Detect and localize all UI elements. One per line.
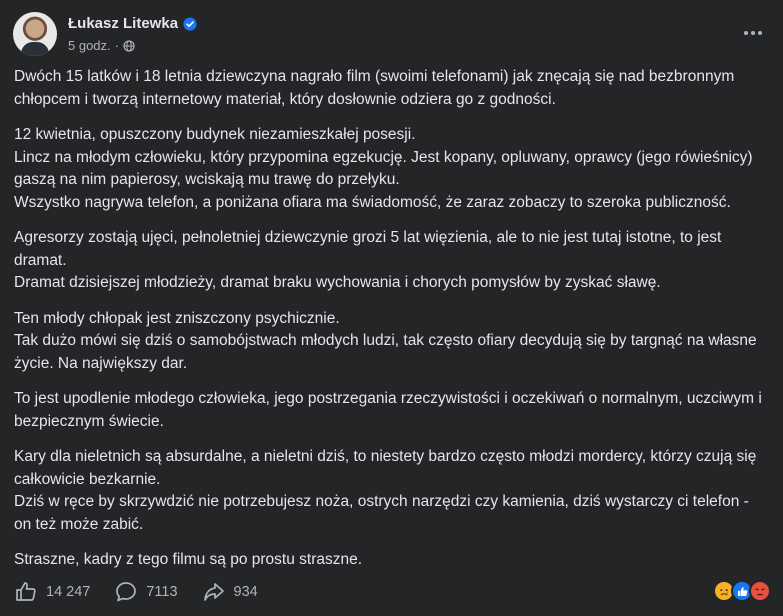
meta-separator: · <box>114 38 119 53</box>
post-paragraph: Dwóch 15 latków i 18 letnia dziewczyna nagrało film (swoimi telefonami) jak znęcają się nad bezbronnym chłopcem i tworzą internetowy materiał, który dosłownie odziera go z godności. <box>14 68 735 108</box>
more-dot <box>744 31 748 35</box>
more-dot <box>751 31 755 35</box>
post-body <box>14 66 769 585</box>
author-row <box>68 15 197 32</box>
more-dot <box>758 31 762 35</box>
post-meta <box>68 38 135 53</box>
post-paragraph: To jest upodlenie młodego człowieka, jego postrzegania rzeczywistości i oczekiwań o normalnym, uczciwym i bezpiecznym świecie. <box>14 390 762 430</box>
like-count: 14 247 <box>46 584 91 600</box>
angry-reaction-icon <box>749 580 771 602</box>
globe-icon <box>123 40 135 52</box>
post-paragraph: Ten młody chłopak jest zniszczony psychicznie. Tak dużo mówi się dziś o samobójstwach młodych ludzi, tak często ofiary decydują się by targnąć na własne życie. Na największy dar. <box>14 309 757 372</box>
post-paragraph: Straszne, kadry z tego filmu są po prostu straszne. <box>14 551 363 568</box>
angry-face-icon <box>751 582 769 600</box>
thumb-icon <box>736 585 749 598</box>
post-paragraph: Agresorzy zostają ujęci, pełnoletniej dziewczynie grozi 5 lat więzienia, ale to nie jest tutaj istotne, to jest dramat. Dramat dzisiejszej młodzieży, dramat braku wychowania i chorych pomysłów by zyskać sławę. <box>14 229 722 291</box>
share-icon <box>202 580 226 604</box>
post-paragraph: 12 kwietnia, opuszczony budynek niezamieszkałej posesji. Lincz na młodym człowieku, który przypomina egzekucję. Jest kopany, opluwany, oprawcy (jego rówieśnicy) gaszą na nim papierosy, wciskają mu trawę do przełyku. Wszystko nagrywa telefon, a poniżana ofiara ma świadomość, że zaraz zobaczy to szeroka publiczność. <box>14 126 753 211</box>
comment-button[interactable] <box>114 580 177 604</box>
like-icon <box>14 580 38 604</box>
comment-icon <box>114 580 138 604</box>
like-button[interactable] <box>14 580 90 604</box>
post-paragraph: Kary dla nieletnich są absurdalne, a nieletni dziś, to niestety bardzo często młodzi mordercy, którzy czują się całkowicie bezkarnie. Dziś w ręce by skrzywdzić nie potrzebujesz noża, ostrych narzędzi czy kamienia, dziś wystarczy ci telefon - on też może zabić. <box>14 448 757 533</box>
comment-count: 7113 <box>146 584 178 600</box>
share-button[interactable] <box>202 580 258 604</box>
share-count: 934 <box>233 584 258 600</box>
post-time[interactable]: 5 godz. <box>68 38 111 53</box>
author-name[interactable]: Łukasz Litewka <box>68 15 179 32</box>
reactions-summary[interactable] <box>717 580 771 602</box>
post-header <box>13 12 770 58</box>
verified-badge-icon <box>183 17 197 31</box>
avatar[interactable] <box>13 12 57 56</box>
post-footer <box>14 577 771 607</box>
avatar-shirt <box>21 42 49 56</box>
more-options-icon[interactable] <box>736 16 770 50</box>
